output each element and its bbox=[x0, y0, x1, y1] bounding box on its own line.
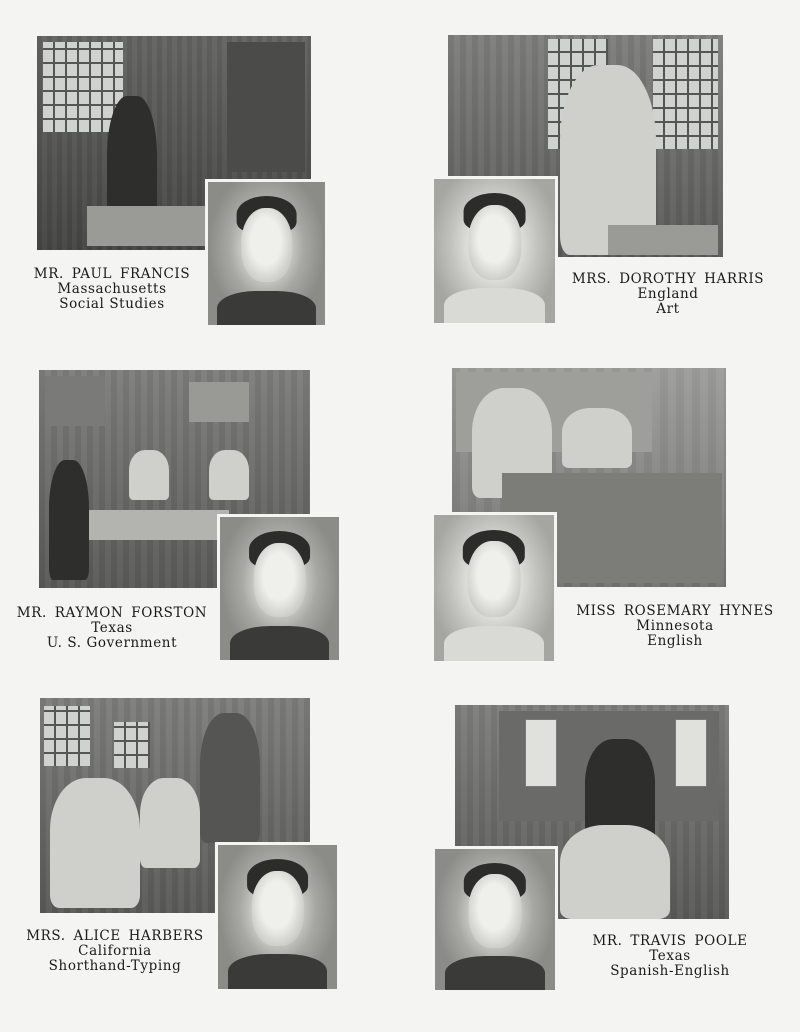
teacher-home: Texas bbox=[649, 948, 691, 964]
teacher-name: MR. TRAVIS POOLE bbox=[592, 933, 748, 949]
teacher-home: England bbox=[637, 286, 699, 302]
teacher-home: Massachusetts bbox=[57, 281, 167, 297]
teacher-name: MISS ROSEMARY HYNES bbox=[576, 603, 774, 619]
teacher-subject: Social Studies bbox=[59, 296, 165, 312]
caption-poole bbox=[577, 934, 763, 979]
caption-harbers bbox=[14, 929, 216, 974]
teacher-subject: U. S. Government bbox=[46, 635, 178, 651]
teacher-name: MR. PAUL FRANCIS bbox=[33, 266, 191, 282]
caption-francis bbox=[14, 267, 210, 312]
teacher-home: California bbox=[78, 943, 152, 959]
teacher-name: MRS. DOROTHY HARRIS bbox=[571, 271, 765, 287]
portrait-forston bbox=[217, 514, 342, 663]
portrait-hynes bbox=[431, 512, 557, 664]
teacher-subject: Shorthand-Typing bbox=[48, 958, 182, 974]
caption-hynes bbox=[566, 604, 784, 649]
portrait-harris bbox=[431, 176, 558, 326]
caption-forston bbox=[8, 606, 216, 651]
teacher-subject: Art bbox=[656, 301, 680, 317]
portrait-francis bbox=[205, 179, 328, 328]
teacher-home: Texas bbox=[91, 620, 133, 636]
teacher-subject: Spanish-English bbox=[610, 963, 730, 979]
teacher-name: MR. RAYMON FORSTON bbox=[16, 605, 208, 621]
teacher-name: MRS. ALICE HARBERS bbox=[26, 928, 204, 944]
caption-harris bbox=[563, 272, 773, 317]
teacher-home: Minnesota bbox=[636, 618, 714, 634]
teacher-subject: English bbox=[647, 633, 703, 649]
portrait-poole bbox=[432, 846, 558, 993]
portrait-harbers bbox=[215, 842, 340, 992]
